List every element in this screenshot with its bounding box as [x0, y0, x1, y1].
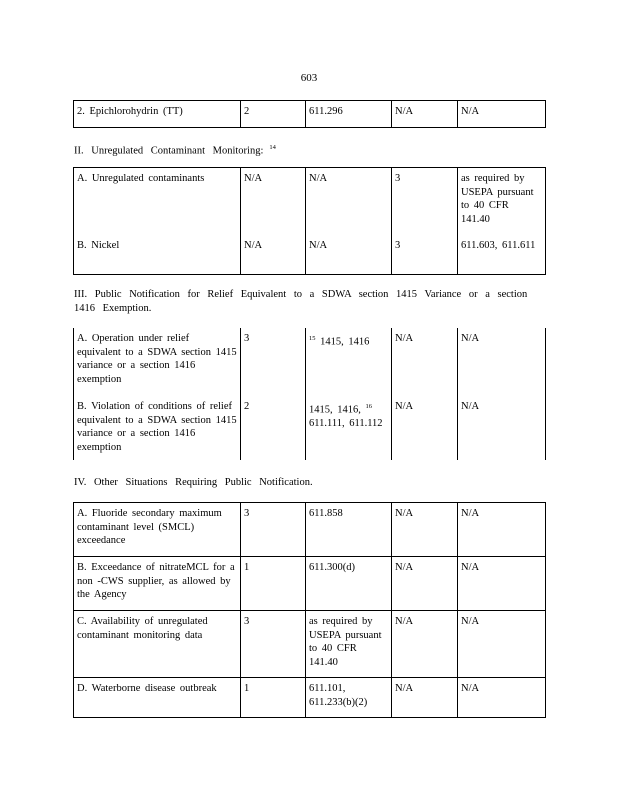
item-cell: A. Fluoride secondary maximum contaminant level (SMCL) exceedance	[74, 503, 241, 557]
ref-cell: N/A	[458, 557, 546, 611]
freq-cell: 3	[392, 168, 458, 235]
table-row	[74, 557, 546, 611]
table-section-iv	[73, 502, 546, 718]
ref-cell: N/A	[458, 611, 546, 678]
tier-cell: 3	[241, 503, 306, 557]
page-number: 603	[300, 72, 318, 84]
ref-cell: N/A	[458, 503, 546, 557]
citation-text: 1415, 1416,	[309, 404, 361, 416]
freq-cell: N/A	[392, 396, 458, 460]
freq-cell: N/A	[392, 611, 458, 678]
citation-cell: N/A	[306, 168, 392, 235]
citation-cell: 611.858	[306, 503, 392, 557]
table-row	[74, 503, 546, 557]
footnote-marker: 15	[309, 335, 316, 342]
ref-cell: N/A	[458, 678, 546, 718]
ref-cell: N/A	[458, 396, 546, 460]
ref-cell: N/A	[458, 101, 546, 128]
citation-text: 1415, 1416	[320, 336, 370, 348]
ref-cell: N/A	[458, 328, 546, 396]
section-ii-heading	[74, 141, 534, 159]
section-ii-heading-text: II. Unregulated Contaminant Monitoring:	[74, 145, 264, 157]
citation-cell: 611.296	[306, 101, 392, 128]
table-row	[74, 328, 546, 396]
tier-cell: 3	[241, 611, 306, 678]
table-row	[74, 396, 546, 460]
item-cell: 2. Epichlorohydrin (TT)	[74, 101, 241, 128]
freq-cell: N/A	[392, 101, 458, 128]
tier-cell: N/A	[241, 235, 306, 275]
table-section-ii	[73, 167, 546, 275]
item-cell: B. Violation of conditions of relief equivalent to a SDWA section 1415 variance or a section 1416 exemption	[74, 396, 241, 460]
freq-cell: 3	[392, 235, 458, 275]
ref-cell: 611.603, 611.611	[458, 235, 546, 275]
tier-cell: 3	[244, 333, 250, 344]
citation-cell: N/A	[306, 235, 392, 275]
item-cell: A. Unregulated contaminants	[74, 168, 241, 235]
freq-cell: N/A	[392, 557, 458, 611]
table-row	[74, 611, 546, 678]
section-iii-heading: III. Public Notification for Relief Equivalent to a SDWA section 1415 Variance or a section 1416 Exemption.	[74, 289, 528, 314]
table-row	[74, 235, 546, 275]
freq-cell: N/A	[392, 678, 458, 718]
citation-cell: as required by USEPA pursuant to 40 CFR 141.40	[306, 611, 392, 678]
item-cell: B. Nickel	[74, 235, 241, 275]
freq-cell: N/A	[392, 328, 458, 396]
freq-cell: N/A	[392, 503, 458, 557]
tier-cell: 2	[241, 101, 306, 128]
ref-cell: as required by USEPA pursuant to 40 CFR 141.40	[458, 168, 546, 235]
table-section-i-tail	[73, 100, 546, 128]
table-row	[74, 678, 546, 718]
citation-cell: 611.300(d)	[306, 557, 392, 611]
citation-cell: 611.101, 611.233(b)(2)	[306, 678, 392, 718]
item-cell: B. Exceedance of nitrateMCL for a non -CWS supplier, as allowed by the Agency	[74, 557, 241, 611]
section-iv-heading: IV. Other Situations Requiring Public Notification.	[74, 477, 313, 488]
tier-cell: 1	[241, 557, 306, 611]
item-cell: D. Waterborne disease outbreak	[74, 678, 241, 718]
footnote-marker: 14	[269, 144, 276, 151]
tier-cell: 1	[241, 678, 306, 718]
citation-text: 611.111, 611.112	[309, 418, 383, 429]
table-row	[74, 101, 546, 128]
footnote-marker: 16	[365, 403, 372, 410]
item-cell: A. Operation under relief equivalent to a SDWA section 1415 variance or a section 1416 exemption	[74, 328, 241, 396]
tier-cell: 2	[244, 401, 250, 412]
table-section-iii	[73, 328, 546, 460]
citation-cell	[306, 328, 392, 396]
citation-cell	[306, 396, 392, 460]
item-cell: C. Availability of unregulated contaminant monitoring data	[74, 611, 241, 678]
table-row	[74, 168, 546, 235]
tier-cell: N/A	[241, 168, 306, 235]
